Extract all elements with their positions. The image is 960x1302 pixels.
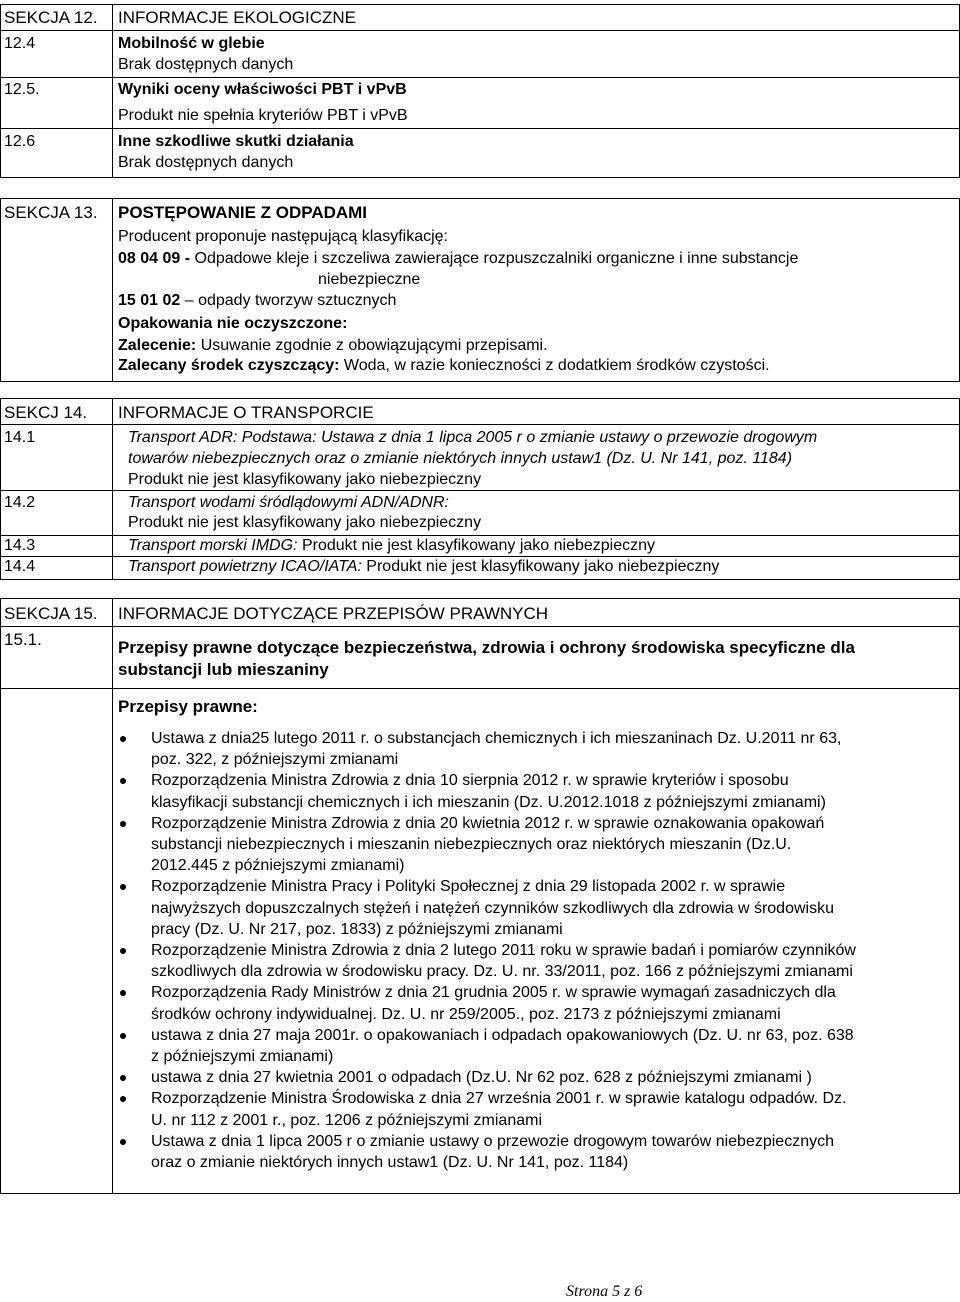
subsection-text: Brak dostępnych danych [118,154,294,171]
section-12-rule [0,30,960,31]
recommendation-text: Usuwanie zgodnie z obowiązującymi przepisami. [196,337,548,354]
regulation-item-line: oraz o zmianie niektórych innych ustaw1 (Dz. U. Nr 141, poz. 1184) [151,1154,629,1171]
section-15-rule [0,688,960,689]
bullet-icon [120,1033,126,1039]
recommendation-label: Zalecenie: [118,337,197,354]
section-12-rule [0,77,960,78]
regulation-item-line: z późniejszymi zmianami) [151,1048,334,1065]
regulations-subheading: Przepisy prawne: [118,697,258,716]
adr-text: towarów niebezpiecznych oraz o zmianie niektórych innych ustaw1 (Dz. U. Nr 141, poz. 1184) [128,450,793,467]
icao-row [128,557,719,577]
regulation-item-line: 2012.445 z późniejszymi zmianami) [151,857,405,875]
regulation-item-line: najwyższych dopuszczalnych stężeń i natężeń czynników szkodliwych dla zdrowia w środowisku [151,899,834,917]
section-12-title: INFORMACJE EKOLOGICZNE [118,8,357,27]
section-15-rule [0,626,960,627]
imdg-classification: Produkt nie jest klasyfikowany jako niebezpieczny [297,537,656,554]
regulation-item-line: Rozporządzenie Ministra Zdrowia z dnia 20 kwietnia 2012 r. w sprawie oznakowania opakowań [151,814,825,832]
regulation-item-line: Rozporządzenie Ministra Środowiska z dnia 27 września 2001 r. w sprawie katalogu odpadów. Dz. [151,1090,847,1108]
section-14-rule [0,424,960,425]
section-14-rule [0,490,960,491]
section-13-title: POSTĘPOWANIE Z ODPADAMI [118,203,368,222]
regulation-item-line: Rozporządzenia Rady Ministrów z dnia 21 grudnia 2005 r. w sprawie wymagań zasadniczych dla [151,984,836,1002]
regulation-item-line: U. nr 112 z 2001 r., poz. 1206 z późniejszymi zmianami [151,1111,542,1129]
regulation-item-line: Rozporządzenie Ministra Zdrowia z dnia 2 lutego 2011 roku w sprawie badań i pomiarów czynników [151,942,856,959]
adr-classification: Produkt nie jest klasyfikowany jako niebezpieczny [128,471,482,488]
bullet-icon [120,1139,126,1145]
adr-text: Transport ADR: Podstawa: Ustawa z dnia 1 lipca 2005 r o zmianie ustawy o przewozie drogowym [128,429,818,446]
section-14-divider [112,398,113,580]
subsection-number: 12.6 [4,133,36,150]
adn-text: Transport wodami śródlądowymi ADN/ADNR: [128,494,449,511]
section-14-label: SEKCJ 14. [4,403,88,422]
subsection-number: 14.1 [4,429,36,446]
regulations-heading: Przepisy prawne dotyczące bezpieczeństwa, zdrowia i ochrony środowiska specyficzne dla [118,638,855,657]
waste-code-1 [118,249,798,269]
subsection-number: 15.1. [4,630,42,649]
cleaning-agent-label: Zalecany środek czyszczący: [118,357,340,374]
regulation-item-line: pracy (Dz. U. Nr 217, poz. 1833) z późniejszymi zmianami [151,920,563,938]
bullet-icon [120,948,126,954]
subsection-title: Wyniki oceny właściwości PBT i vPvB [118,81,407,98]
adn-classification: Produkt nie jest klasyfikowany jako niebezpieczny [128,514,482,531]
cleaning-agent [118,356,770,376]
section-15-label: SEKCJA 15. [4,604,98,623]
recommendation [118,336,548,356]
subsection-text: Produkt nie spełnia kryteriów PBT i vPvB [118,107,408,124]
imdg-label: Transport morski IMDG: [128,537,298,554]
subsection-title: Inne szkodliwe skutki działania [118,133,354,150]
regulation-item-line: środków ochrony indywidualnej. Dz. U. nr 259/2005., poz. 2173 z późniejszymi zmianami [151,1005,781,1023]
regulation-item-line: Ustawa z dnia 1 lipca 2005 r o zmianie ustawy o przewozie drogowym towarów niebezpiecznych [151,1132,834,1150]
bullet-icon [120,821,126,827]
packaging-label: Opakowania nie oczyszczone: [118,315,348,332]
bullet-icon [120,736,126,742]
icao-classification: Produkt nie jest klasyfikowany jako niebezpieczny [361,558,720,575]
cleaning-agent-text: Woda, w razie konieczności z dodatkiem środków czystości. [339,357,770,374]
subsection-text: Brak dostępnych danych [118,56,294,73]
regulation-item-line: substancji niebezpiecznych i mieszanin niebezpiecznych oraz niektórych mieszanin (Dz.U. [151,836,792,853]
regulation-item-line: ustawa z dnia 27 maja 2001r. o opakowaniach i odpadach opakowaniowych (Dz. U. nr 63, poz. 638 [151,1026,854,1044]
regulation-item-line: szkodliwych dla zdrowia w środowisku pracy. Dz. U. nr. 33/2011, poz. 166 z późniejszymi zmianami [151,963,853,981]
regulation-item-line: klasyfikacji substancji chemicznych i ich mieszanin (Dz. U.2012.1018 z późniejszymi zmianami) [151,793,826,811]
subsection-title: Mobilność w glebie [118,35,265,52]
regulation-item-line: ustawa z dnia 27 kwietnia 2001 o odpadach (Dz.U. Nr 62 poz. 628 z późniejszymi zmianami ) [151,1069,812,1087]
section-12-label: SEKCJA 12. [4,8,98,27]
page-footer: Strona 5 z 6 [566,1283,643,1300]
regulation-item-line: Rozporządzenie Ministra Pracy i Polityki Społecznej z dnia 29 listopada 2002 r. w sprawie [151,878,786,896]
subsection-number: 14.3 [4,537,36,554]
regulation-item-line: Rozporządzenia Ministra Zdrowia z dnia 10 sierpnia 2012 r. w sprawie kryteriów i sposobu [151,772,789,790]
waste-description: – odpady tworzyw sztucznych [180,292,397,309]
subsection-number: 12.4 [4,35,36,52]
subsection-number: 14.4 [4,558,36,575]
section-14-title: INFORMACJE O TRANSPORCIE [118,403,374,422]
section-13-divider [112,198,113,382]
imdg-row [128,536,655,556]
regulation-item-line: poz. 322, z późniejszymi zmianami [151,751,399,769]
waste-description-cont: niebezpieczne [318,271,421,288]
waste-code: 08 04 09 - [118,250,195,267]
waste-code-2 [118,291,396,311]
section-12-rule [0,128,960,129]
waste-code: 15 01 02 [118,292,181,309]
regulations-heading: substancji lub mieszaniny [118,660,329,679]
waste-description: Odpadowe kleje i szczeliwa zawierające rozpuszczalniki organiczne i inne substancje [194,250,799,267]
regulation-item-line: Ustawa z dnia25 lutego 2011 r. o substancjach chemicznych i ich mieszaninach Dz. U.2011 nr 63, [151,730,842,747]
waste-intro: Producent proponuje następującą klasyfikację: [118,228,448,245]
section-15-title: INFORMACJE DOTYCZĄCE PRZEPISÓW PRAWNYCH [118,604,549,623]
subsection-number: 12.5. [4,81,40,98]
subsection-number: 14.2 [4,494,36,511]
icao-label: Transport powietrzny ICAO/IATA: [128,558,362,575]
section-13-label: SEKCJA 13. [4,203,98,222]
